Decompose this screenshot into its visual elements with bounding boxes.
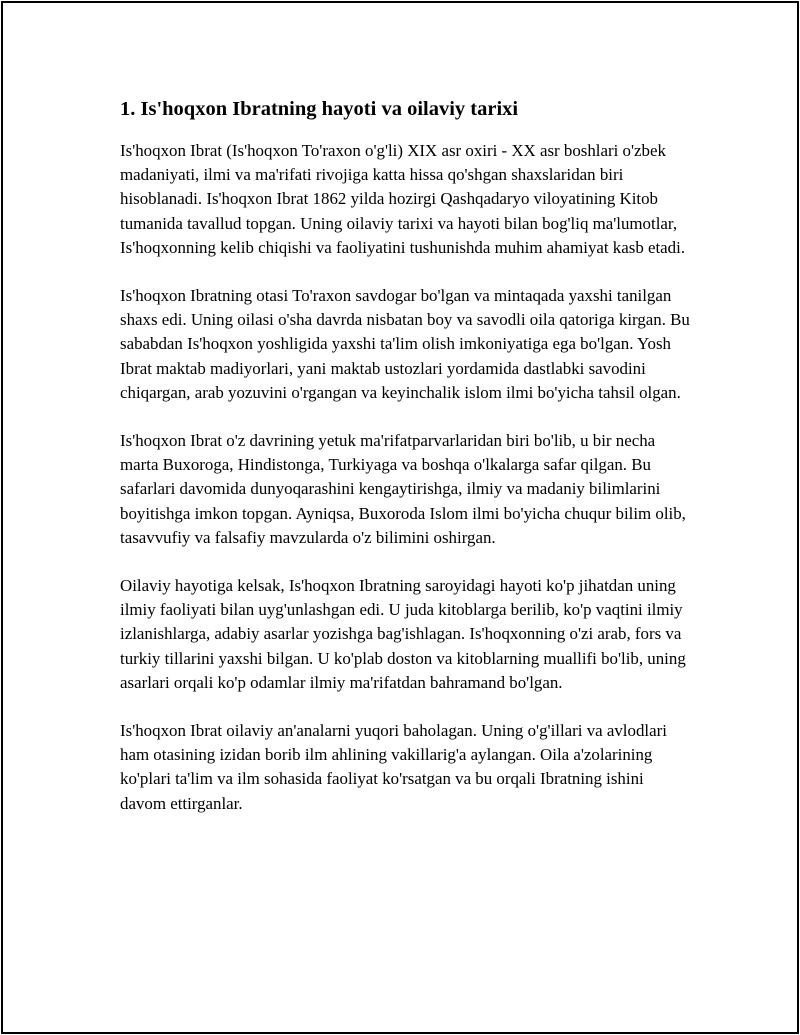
- paragraph-5: Is'hoqxon Ibrat oilaviy an'analarni yuqori baholagan. Uning o'g'illari va avlodlari ham otasining izidan borib ilm ahlining vakillarig'a aylangan. Oila a'zolarining ko'plari ta'lim va ilm sohasida faoliyat ko'rsatgan va bu orqali Ibratning ishini davom ettirganlar.: [120, 721, 667, 813]
- section-heading: 1. Is'hoqxon Ibratning hayoti va oilaviy tarixi: [120, 98, 519, 120]
- paragraph-4: Oilaviy hayotiga kelsak, Is'hoqxon Ibratning saroyidagi hayoti ko'p jihatdan uning ilmiy faoliyati bilan uyg'unlashgan edi. U juda kitoblarga berilib, ko'p vaqtini ilmiy izlanishlarga, adabiy asarlar yozishga bag'ishlagan. Is'hoqxonning o'zi arab, fors va turkiy tillarini yaxshi bilgan. U ko'plab doston va kitoblarning muallifi bo'lib, uning asarlari orqali ko'p odamlar ilmiy ma'rifatdan bahramand bo'lgan.: [120, 576, 686, 692]
- paragraph-3: Is'hoqxon Ibrat o'z davrining yetuk ma'rifatparvarlaridan biri bo'lib, u bir necha marta Buxoroga, Hindistonga, Turkiyaga va boshqa o'lkalarga safar qilgan. Bu safarlari davomida dunyoqarashini kengaytirishga, ilmiy va madaniy bilimlarini boyitishga imkon topgan. Ayniqsa, Buxoroda Islom ilmi bo'yicha chuqur bilim olib, tasavvufiy va falsafiy mavzularda o'z bilimini oshirgan.: [120, 431, 686, 547]
- page-frame: [1, 1, 799, 1034]
- paragraph-2: Is'hoqxon Ibratning otasi To'raxon savdogar bo'lgan va mintaqada yaxshi tanilgan shaxs edi. Uning oilasi o'sha davrda nisbatan boy va savodli oila qatoriga kirgan. Bu sababdan Is'hoqxon yoshligida yaxshi ta'lim olish imkoniyatiga ega bo'lgan. Yosh Ibrat maktab madiyorlari, yani maktab ustozlari yordamida dastlabki savodini chiqargan, arab yozuvini o'rgangan va keyinchalik islom ilmi bo'yicha tahsil olgan.: [120, 286, 690, 402]
- paragraph-1: Is'hoqxon Ibrat (Is'hoqxon To'raxon o'g'li) XIX asr oxiri - XX asr boshlari o'zbek madaniyati, ilmi va ma'rifati rivojiga katta hissa qo'shgan shaxslaridan biri hisoblanadi. Is'hoqxon Ibrat 1862 yilda hozirgi Qashqadaryo viloyatining Kitob tumanida tavallud topgan. Uning oilaviy tarixi va hayoti bilan bog'liq ma'lumotlar, Is'hoqxonning kelib chiqishi va faoliyatini tushunishda muhim ahamiyat kasb etadi.: [120, 141, 686, 257]
- document-body: [120, 93, 692, 840]
